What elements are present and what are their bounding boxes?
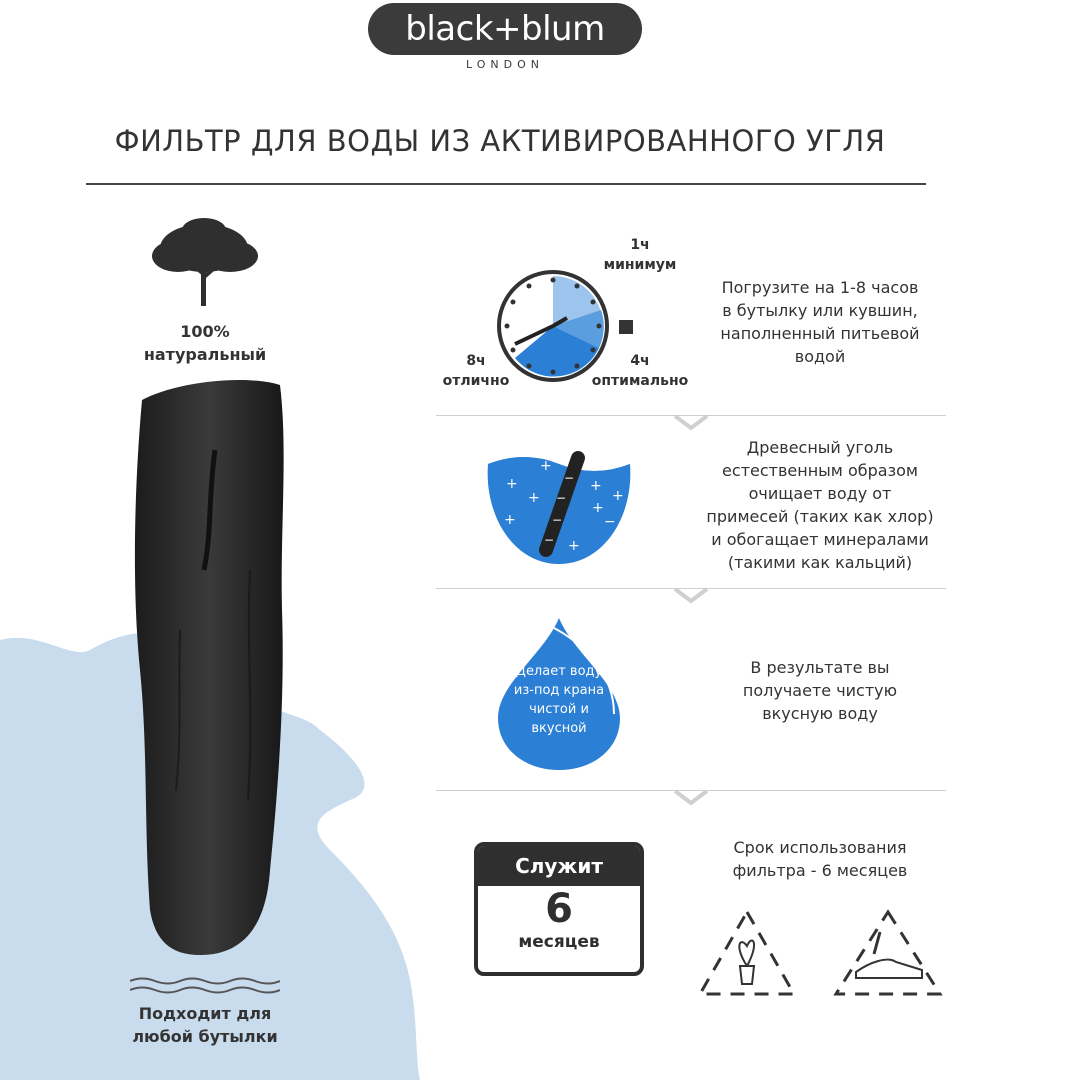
drop-line: из-под крана: [513, 683, 605, 698]
calendar-number: 6: [545, 886, 573, 932]
step-1-line: в бутылку или кувшин,: [722, 301, 918, 320]
svg-text:+: +: [592, 500, 604, 516]
title-divider: [86, 183, 926, 185]
step-3-line: вкусную воду: [762, 704, 878, 723]
charcoal-stick-image: [120, 370, 320, 970]
step-1-line: наполненный питьевой: [720, 324, 920, 343]
clock-best-label: 8ч: [466, 353, 486, 369]
drop-line: вкусной: [531, 721, 587, 736]
svg-text:+: +: [506, 476, 518, 492]
svg-text:−: −: [544, 533, 555, 547]
svg-text:+: +: [590, 478, 602, 494]
svg-text:−: −: [552, 513, 563, 527]
brand-sub: LONDON: [466, 58, 544, 71]
calendar-unit: месяцев: [518, 932, 600, 952]
svg-text:−: −: [556, 491, 567, 505]
drop-line: Делает воду: [515, 664, 603, 679]
step-1-line: водой: [794, 347, 846, 366]
step-2-line: (такими как кальций): [727, 553, 913, 572]
step-2-line: примесей (таких как хлор): [706, 507, 934, 526]
page-title: ФИЛЬТР ДЛЯ ВОДЫ ИЗ АКТИВИРОВАННОГО УГЛЯ: [114, 124, 886, 158]
bottle-line2: любой бутылки: [132, 1027, 278, 1046]
svg-text:+: +: [528, 490, 540, 506]
drop-text: [494, 662, 624, 738]
clock-min-label: 1ч: [630, 237, 650, 253]
chevron-down-icon: [671, 412, 711, 432]
svg-text:−: −: [604, 514, 616, 530]
step-2-line: Древесный уголь: [746, 438, 894, 457]
recycle-plant-icon: [694, 906, 800, 1002]
step-2-text: [670, 436, 970, 574]
calendar-header: Служит: [478, 846, 640, 886]
svg-text:−: −: [564, 471, 575, 485]
step-1-line: Погрузите на 1-8 часов: [721, 278, 919, 297]
waves-icon: [130, 976, 280, 996]
svg-text:+: +: [540, 458, 552, 474]
chevron-down-icon: [671, 787, 711, 807]
recycle-shoe-icon: [830, 906, 946, 1002]
svg-text:+: +: [504, 512, 516, 528]
step-2-line: очищает воду от: [748, 484, 892, 503]
water-purify-icon: [484, 446, 634, 566]
drop-line: чистой и: [529, 702, 589, 717]
step-4-text: [680, 836, 960, 882]
step-3-text: [680, 656, 960, 725]
svg-text:+: +: [568, 538, 580, 554]
step-4-line: фильтра - 6 месяцев: [732, 861, 908, 880]
bottle-line1: Подходит для: [138, 1004, 272, 1023]
natural-percent: 100%: [180, 322, 230, 341]
tree-icon: [148, 216, 260, 308]
step-3-line: В результате вы: [750, 658, 890, 677]
svg-text:+: +: [612, 488, 624, 504]
brand-logo: black+blum: [368, 3, 642, 55]
clock-opt-label: 4ч: [630, 353, 650, 369]
step-1-text: [680, 276, 960, 368]
calendar-icon: [474, 842, 644, 976]
step-3-line: получаете чистую: [742, 681, 898, 700]
clock-best-text: отлично: [442, 373, 510, 389]
chevron-down-icon: [671, 585, 711, 605]
clock-min-text: минимум: [603, 257, 677, 273]
natural-label: натуральный: [143, 345, 267, 364]
step-2-line: и обогащает минералами: [711, 530, 929, 549]
step-2-line: естественным образом: [722, 461, 918, 480]
clock-opt-text: оптимально: [591, 373, 689, 389]
step-4-line: Срок использования: [733, 838, 907, 857]
